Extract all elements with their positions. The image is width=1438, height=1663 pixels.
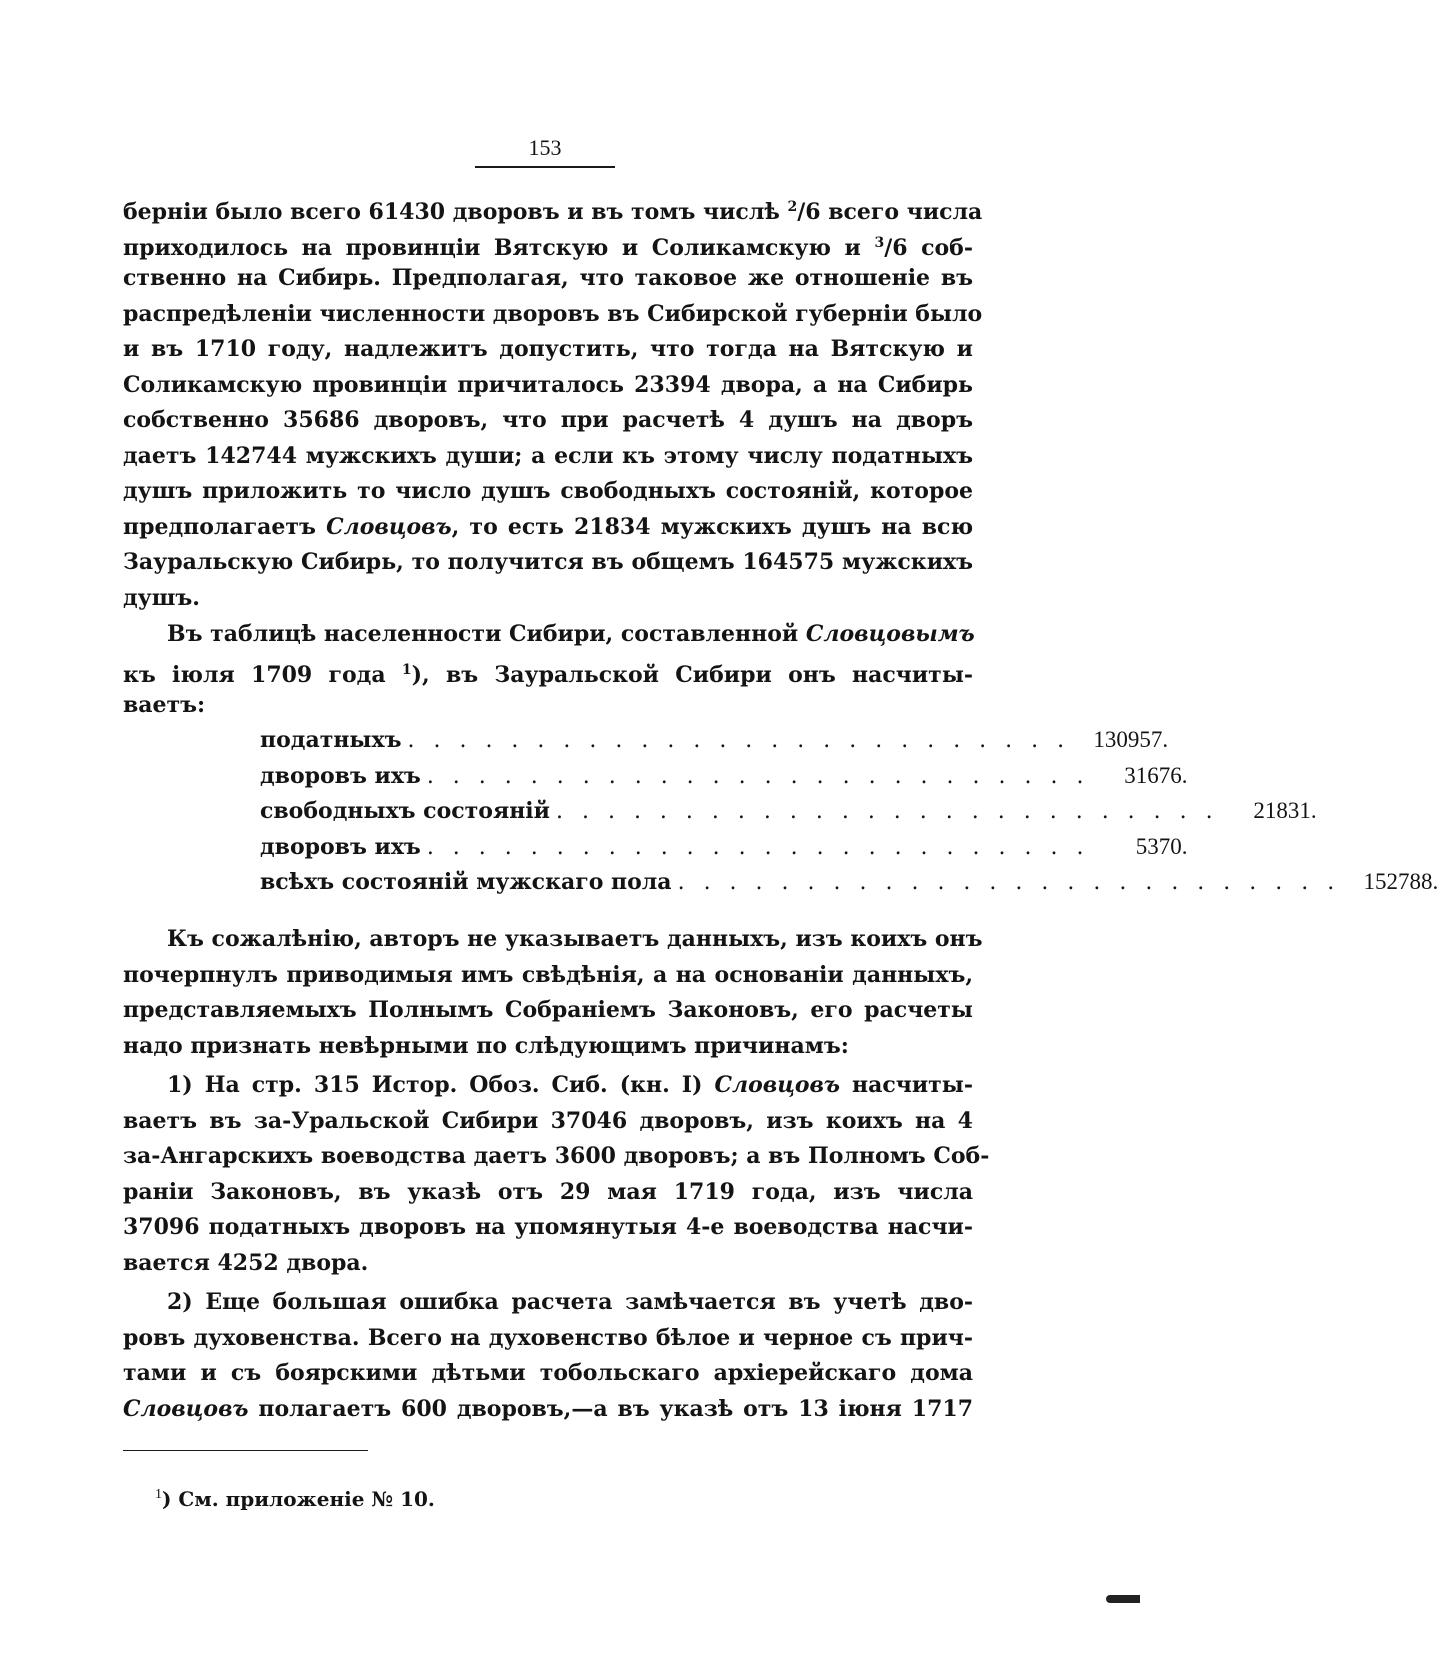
header-rule [475,166,615,168]
text-line: Къ сожалѣнію, авторъ не указываетъ данныхъ, изъ коихъ онъ [167,926,983,952]
text-line: тами и съ боярскими дѣтьми тобольскаго архіерейскаго дома [123,1360,973,1386]
text-line: вается 4252 двора. [123,1249,369,1276]
census-row: всѣхъ состояній мужскаго пола . . . . . . . . . . . . . . . . . . . . . . . . . . 152788. [260,869,1438,895]
text-line: ровъ духовенства. Всего на духовенство бѣлое и черное съ прич- [123,1324,973,1351]
text-line: Зауральскую Сибирь, то получится въ общемъ 164575 мужскихъ [123,549,973,575]
census-row: свободныхъ состояній . . . . . . . . . . . . . . . . . . . . . . . . . . 21831. [260,798,1317,824]
text-line: даетъ 142744 мужскихъ души; а если къ этому числу податныхъ [123,442,973,469]
census-row: дворовъ ихъ . . . . . . . . . . . . . . . . . . . . . . . . . . 5370. [260,833,1188,860]
text-line: берніи было всего 61430 дворовъ и въ томъ числѣ $^2$/6 всего числа [123,199,983,225]
text-line: 2) Еще большая ошибка расчета замѣчается въ учетѣ дво- [167,1289,973,1315]
text-line: 1) На стр. 315 Истор. Обоз. Сиб. (кн. I) Словцовъ насчиты- [167,1072,973,1098]
footnote-ref: 1 [401,661,412,678]
text-line: Соликамскую провинціи причиталось 23394 двора, а на Сибирь [123,371,973,398]
text-line: и въ 1710 году, надлежитъ допустить, что тогда на Вятскую и [123,336,973,362]
author-name: Словцовымъ [805,621,975,647]
paragraph-1 [123,190,983,616]
paragraph-4 [123,1068,990,1281]
text-line: распредѣленіи численности дворовъ въ Сибирской губерніи было [123,300,983,327]
text-line: ственно на Сибирь. Предполагая, что таковое же отношеніе въ [123,265,973,291]
census-row: дворовъ ихъ . . . . . . . . . . . . . . . . . . . . . . . . . . 31676. [260,762,1188,789]
paragraph-3 [123,922,983,1064]
text-line: 37096 податныхъ дворовъ на упомянутыя 4-е воеводства насчи- [123,1214,973,1240]
text-line: за-Ангарскихъ воеводства даетъ 3600 дворовъ; а въ Полномъ Соб- [123,1143,990,1169]
scan-edge-mark [1106,1595,1140,1603]
text-line: ваетъ: [123,692,206,718]
text-line: ваетъ въ за-Уральской Сибири 37046 дворовъ, изъ коихъ на 4 [123,1107,973,1134]
text-line: Словцовъ полагаетъ 600 дворовъ,—а въ указѣ отъ 13 іюня 1717 [123,1395,973,1422]
footnote-text: ) См. приложеніе № 10. [162,1487,435,1511]
author-name: Словцовъ [123,1395,249,1422]
footnote-marker: 1 [155,1487,162,1502]
text-line: душъ приложить то число душъ свободныхъ состояній, которое [123,478,973,504]
text-line: приходилось на провинціи Вятскую и Соликамскую и $^3$/6 соб- [123,234,973,261]
text-line: надо признать невѣрными по слѣдующимъ причинамъ: [123,1032,849,1059]
paragraph-2 [123,617,973,724]
author-name: Словцовъ [326,513,452,540]
census-row: податныхъ . . . . . . . . . . . . . . . . . . . . . . . . . . 130957. [260,727,1169,753]
text-line: Въ таблицѣ населенности Сибири, составленной Словцовымъ [167,621,975,647]
footnote-rule [123,1450,368,1451]
text-line: почерпнулъ приводимыя имъ свѣдѣнія, а на основаніи данныхъ, [123,961,973,988]
census-table [260,722,1438,900]
text-line: представляемыхъ Полнымъ Собраніемъ Законовъ, его расчеты [123,997,973,1023]
page-number: 153 [528,135,562,160]
text-line: предполагаетъ Словцовъ, то есть 21834 мужскихъ душъ на всю [123,513,974,540]
text-line: къ іюля 1709 года $^1$), въ Зауральской Сибири онъ насчиты- [123,661,974,688]
text-line: раніи Законовъ, въ указѣ отъ 29 мая 1719 года, изъ числа [123,1178,973,1205]
text-line: душъ. [123,584,200,611]
text-line: собственно 35686 дворовъ, что при расчетѣ 4 душъ на дворъ [123,407,973,433]
author-name: Словцовъ [714,1072,840,1098]
paragraph-5 [123,1285,973,1427]
footnote [155,1482,435,1512]
